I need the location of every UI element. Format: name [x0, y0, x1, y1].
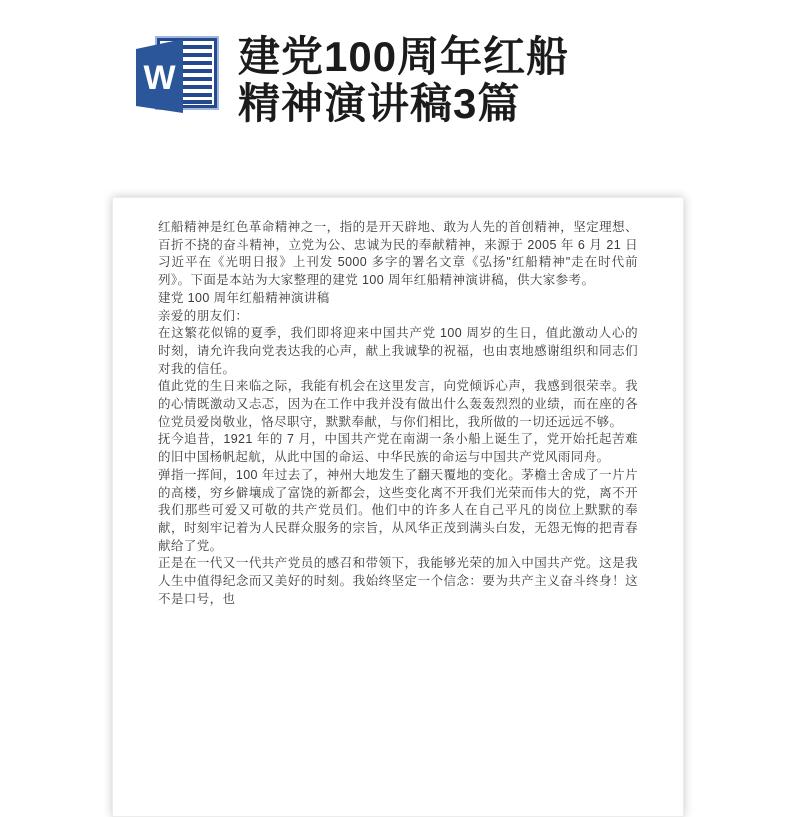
word-icon-letter: W	[143, 59, 176, 97]
word-file-icon	[136, 35, 220, 117]
paragraph: 正是在一代又一代共产党员的感召和带领下，我能够光荣的加入中国共产党。这是我人生中值得纪念而又美好的时刻。我始终坚定一个信念：要为共产主义奋斗终身！这不是口号，也	[158, 556, 638, 606]
paragraph: 弹指一挥间，100 年过去了，神州大地发生了翻天覆地的变化。茅檐土舍成了一片片的高楼，穷乡僻壤成了富饶的新都会，这些变化离不开我们光荣而伟大的党，离不开我们那些可爱又可敬的共产党员们。他们中的许多人在自己平凡的岗位上默默的奉献，时刻牢记着为人民群众服务的宗旨，从风华正茂到满头白发，无怨无悔的把青春献给了党。	[158, 467, 638, 553]
document-body	[158, 219, 638, 608]
paragraph: 值此党的生日来临之际，我能有机会在这里发言，向党倾诉心声，我感到很荣幸。我的心情既激动又忐忑，因为在工作中我并没有做出什么轰轰烈烈的业绩，而在座的各位党员爱岗敬业，恪尽职守，默默奉献，与你们相比，我所做的一切还远远不够。	[158, 379, 638, 429]
paragraph: 建党 100 周年红船精神演讲稿	[158, 290, 330, 305]
document-header	[136, 33, 800, 127]
page-root	[0, 33, 800, 606]
document-title-line2: 精神演讲稿3篇	[238, 80, 521, 127]
paragraph: 亲爱的朋友们：	[158, 308, 249, 323]
document-title	[238, 33, 569, 127]
document-title-line1: 建党100周年红船	[238, 33, 570, 80]
paragraph: 红船精神是红色革命精神之一，指的是开天辟地、敢为人先的首创精神，坚定理想、百折不挠的奋斗精神，立党为公、忠诚为民的奉献精神，来源于 2005 年 6 月 21 日习近平在《光明日报》上刊发 5000 多字的署名文章《弘扬"红船精神"走在时代前列》。下面是本站为大家整理的建党 100 周年红船精神演讲稿，供大家参考。	[158, 220, 638, 288]
document-page	[112, 197, 684, 817]
paragraph: 抚今追昔，1921 年的 7 月，中国共产党在南湖一条小船上诞生了，党开始托起苦难的旧中国杨帆起航，从此中国的命运、中华民族的命运与中国共产党风雨同舟。	[158, 432, 638, 465]
paragraph: 在这繁花似锦的夏季，我们即将迎来中国共产党 100 周岁的生日，值此激动人心的时刻，请允许我向党表达我的心声，献上我诚挚的祝福，也由衷地感谢组织和同志们对我的信任。	[158, 326, 638, 376]
